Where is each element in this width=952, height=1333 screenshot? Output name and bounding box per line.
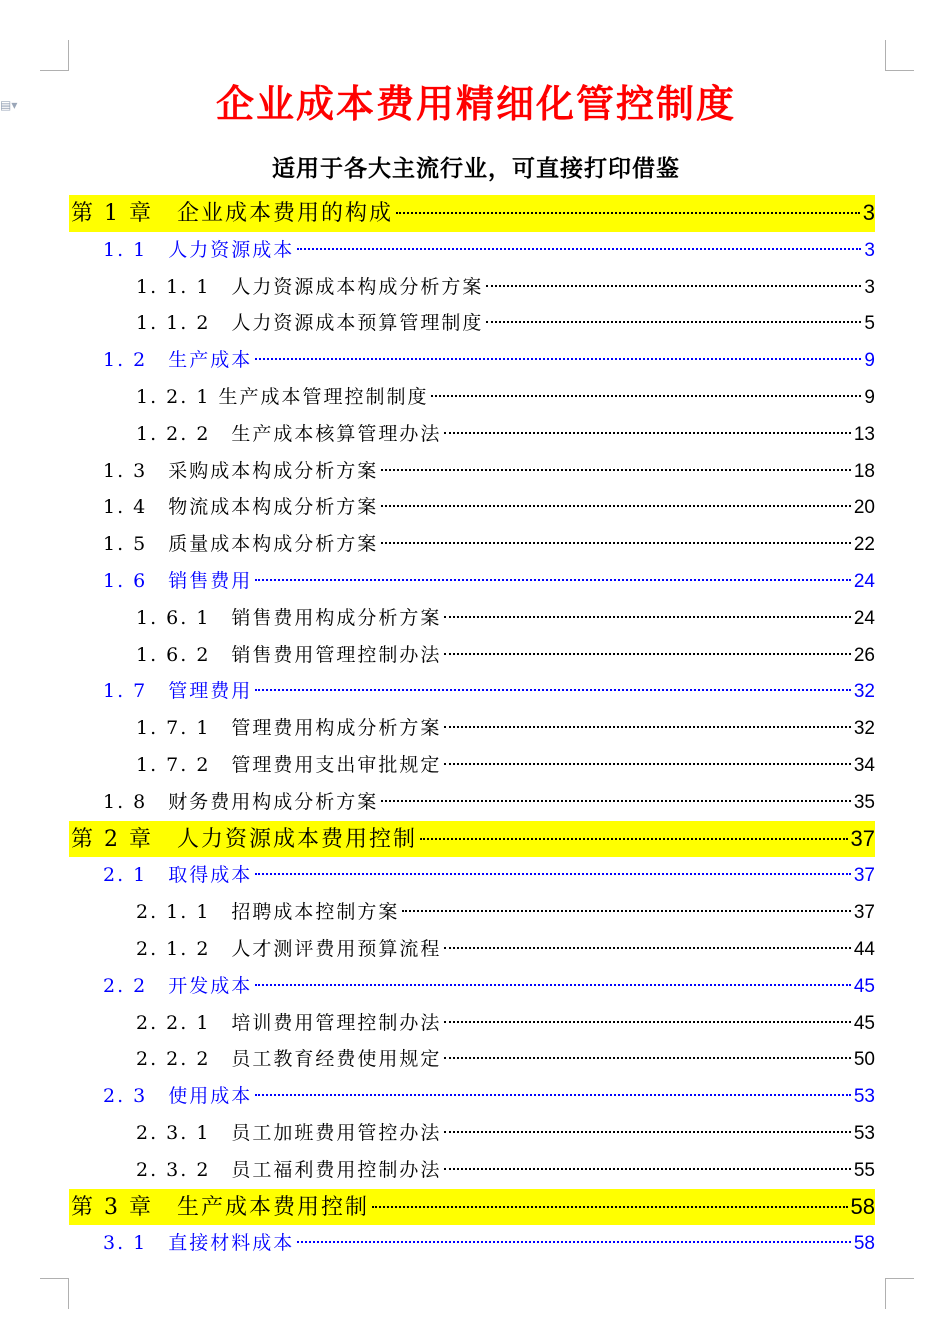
page-corner-mark-top-right	[885, 40, 914, 71]
toc-entry-label: 2. 3. 1 员工加班费用管控办法	[136, 1121, 442, 1144]
toc-entry-section[interactable]	[69, 526, 875, 563]
table-of-contents	[69, 195, 875, 1262]
toc-entry-sub[interactable]	[69, 305, 875, 342]
toc-entry-sub[interactable]	[69, 931, 875, 968]
toc-page-number: 37	[850, 825, 875, 851]
toc-page-number: 58	[853, 1233, 875, 1255]
toc-entry-sub[interactable]	[69, 379, 875, 416]
toc-page-number: 37	[853, 902, 875, 924]
toc-entry-sub[interactable]	[69, 416, 875, 453]
toc-dot-leader	[420, 838, 848, 840]
toc-entry-sub[interactable]	[69, 1152, 875, 1189]
toc-entry-label: 2. 2. 2 员工教育经费使用规定	[136, 1048, 442, 1071]
toc-entry-section[interactable]	[69, 784, 875, 821]
toc-entry-label: 1. 3 采购成本构成分析方案	[103, 459, 379, 482]
toc-dot-leader	[381, 469, 851, 471]
toc-entry-label: 1. 6. 1 销售费用构成分析方案	[136, 606, 442, 629]
toc-entry-sub[interactable]	[69, 710, 875, 747]
toc-dot-leader	[444, 763, 850, 765]
toc-entry-section[interactable]	[69, 232, 875, 269]
toc-page-number: 20	[853, 497, 875, 519]
toc-dot-leader	[444, 947, 850, 949]
toc-entry-label: 1. 2. 1 生产成本管理控制制度	[136, 385, 429, 408]
toc-page-number: 50	[853, 1049, 875, 1071]
document-subtitle: 适用于各大主流行业，可直接打印借鉴	[272, 155, 680, 182]
page-corner-mark-bottom-left	[40, 1278, 69, 1309]
toc-entry-label: 2. 1 取得成本	[103, 864, 253, 887]
toc-page-number: 58	[850, 1193, 875, 1219]
page-corner-mark-bottom-right	[885, 1278, 914, 1309]
toc-page-number: 13	[853, 423, 875, 445]
toc-entry-sub[interactable]	[69, 747, 875, 784]
toc-page-number: 3	[864, 276, 875, 298]
toc-entry-label: 第 2 章 人力资源成本费用控制	[71, 826, 417, 852]
toc-dot-leader	[444, 1131, 850, 1133]
toc-entry-section[interactable]	[69, 489, 875, 526]
toc-dot-leader	[402, 910, 850, 912]
toc-dot-leader	[486, 321, 861, 323]
toc-entry-label: 2. 2. 1 培训费用管理控制办法	[136, 1011, 442, 1034]
toc-entry-section[interactable]	[69, 342, 875, 379]
navigation-pane-icon[interactable]: ▤▾	[0, 98, 18, 112]
toc-page-number: 24	[853, 570, 875, 592]
toc-entry-sub[interactable]	[69, 269, 875, 306]
toc-entry-section[interactable]	[69, 1225, 875, 1262]
toc-dot-leader	[444, 616, 850, 618]
toc-dot-leader	[431, 395, 861, 397]
toc-dot-leader	[255, 358, 861, 360]
toc-entry-chapter[interactable]	[69, 1189, 875, 1226]
toc-page-number: 45	[853, 1012, 875, 1034]
toc-page-number: 24	[853, 607, 875, 629]
toc-entry-sub[interactable]	[69, 1115, 875, 1152]
toc-dot-leader	[372, 1206, 848, 1208]
toc-entry-label: 1. 7. 1 管理费用构成分析方案	[136, 717, 442, 740]
toc-dot-leader	[381, 800, 851, 802]
toc-entry-chapter[interactable]	[69, 821, 875, 858]
toc-entry-section[interactable]	[69, 968, 875, 1005]
toc-dot-leader	[297, 1241, 851, 1243]
toc-page-number: 35	[853, 791, 875, 813]
toc-entry-label: 2. 2 开发成本	[103, 974, 253, 997]
toc-dot-leader	[486, 285, 861, 287]
toc-page-number: 44	[853, 938, 875, 960]
toc-page-number: 5	[864, 313, 875, 335]
toc-dot-leader	[444, 1168, 850, 1170]
toc-dot-leader	[396, 212, 860, 214]
toc-entry-label: 3. 1 直接材料成本	[103, 1232, 295, 1255]
toc-entry-label: 第 3 章 生产成本费用控制	[71, 1194, 369, 1220]
toc-page-number: 53	[853, 1122, 875, 1144]
toc-entry-chapter[interactable]	[69, 195, 875, 232]
toc-entry-label: 1. 2 生产成本	[103, 349, 253, 372]
toc-entry-section[interactable]	[69, 857, 875, 894]
toc-dot-leader	[255, 689, 851, 691]
toc-entry-label: 1. 8 财务费用构成分析方案	[103, 790, 379, 813]
toc-entry-section[interactable]	[69, 673, 875, 710]
toc-page-number: 32	[853, 718, 875, 740]
toc-dot-leader	[297, 248, 861, 250]
toc-dot-leader	[255, 873, 851, 875]
toc-entry-label: 2. 3. 2 员工福利费用控制办法	[136, 1158, 442, 1181]
toc-entry-label: 第 1 章 企业成本费用的构成	[71, 201, 393, 226]
toc-page-number: 45	[853, 975, 875, 997]
toc-page-number: 3	[864, 239, 875, 261]
toc-page-number: 34	[853, 754, 875, 776]
toc-entry-sub[interactable]	[69, 637, 875, 674]
toc-dot-leader	[444, 1057, 850, 1059]
toc-entry-sub[interactable]	[69, 894, 875, 931]
toc-page-number: 3	[862, 200, 875, 225]
toc-dot-leader	[444, 432, 850, 434]
toc-dot-leader	[255, 1094, 851, 1096]
toc-entry-label: 1. 7 管理费用	[103, 680, 253, 703]
toc-entry-label: 1. 7. 2 管理费用支出审批规定	[136, 753, 442, 776]
page-corner-mark-top-left	[40, 40, 69, 71]
toc-entry-label: 1. 1 人力资源成本	[103, 238, 295, 261]
toc-entry-section[interactable]	[69, 1078, 875, 1115]
toc-entry-label: 1. 5 质量成本构成分析方案	[103, 533, 379, 556]
toc-page-number: 53	[853, 1086, 875, 1108]
toc-page-number: 9	[864, 386, 875, 408]
toc-page-number: 9	[864, 350, 875, 372]
toc-entry-section[interactable]	[69, 563, 875, 600]
toc-entry-label: 2. 1. 2 人才测评费用预算流程	[136, 937, 442, 960]
toc-dot-leader	[444, 653, 850, 655]
toc-dot-leader	[255, 579, 851, 581]
toc-entry-label: 1. 2. 2 生产成本核算管理办法	[136, 422, 442, 445]
toc-dot-leader	[444, 726, 850, 728]
toc-dot-leader	[444, 1021, 850, 1023]
toc-page-number: 26	[853, 644, 875, 666]
toc-dot-leader	[381, 505, 851, 507]
toc-entry-label: 2. 3 使用成本	[103, 1085, 253, 1108]
toc-entry-label: 1. 6. 2 销售费用管理控制办法	[136, 643, 442, 666]
toc-page-number: 22	[853, 534, 875, 556]
toc-entry-label: 1. 4 物流成本构成分析方案	[103, 496, 379, 519]
toc-entry-label: 1. 6 销售费用	[103, 569, 253, 592]
toc-entry-label: 2. 1. 1 招聘成本控制方案	[136, 901, 400, 924]
toc-page-number: 32	[853, 681, 875, 703]
toc-entry-sub[interactable]	[69, 600, 875, 637]
toc-entry-label: 1. 1. 1 人力资源成本构成分析方案	[136, 275, 484, 298]
toc-page-number: 18	[853, 460, 875, 482]
toc-entry-sub[interactable]	[69, 1005, 875, 1042]
toc-page-number: 55	[853, 1159, 875, 1181]
toc-entry-label: 1. 1. 2 人力资源成本预算管理制度	[136, 312, 484, 335]
toc-dot-leader	[255, 984, 851, 986]
toc-entry-section[interactable]	[69, 453, 875, 490]
document-title: 企业成本费用精细化管控制度	[215, 81, 736, 126]
toc-page-number: 37	[853, 865, 875, 887]
toc-entry-sub[interactable]	[69, 1041, 875, 1078]
toc-dot-leader	[381, 542, 851, 544]
